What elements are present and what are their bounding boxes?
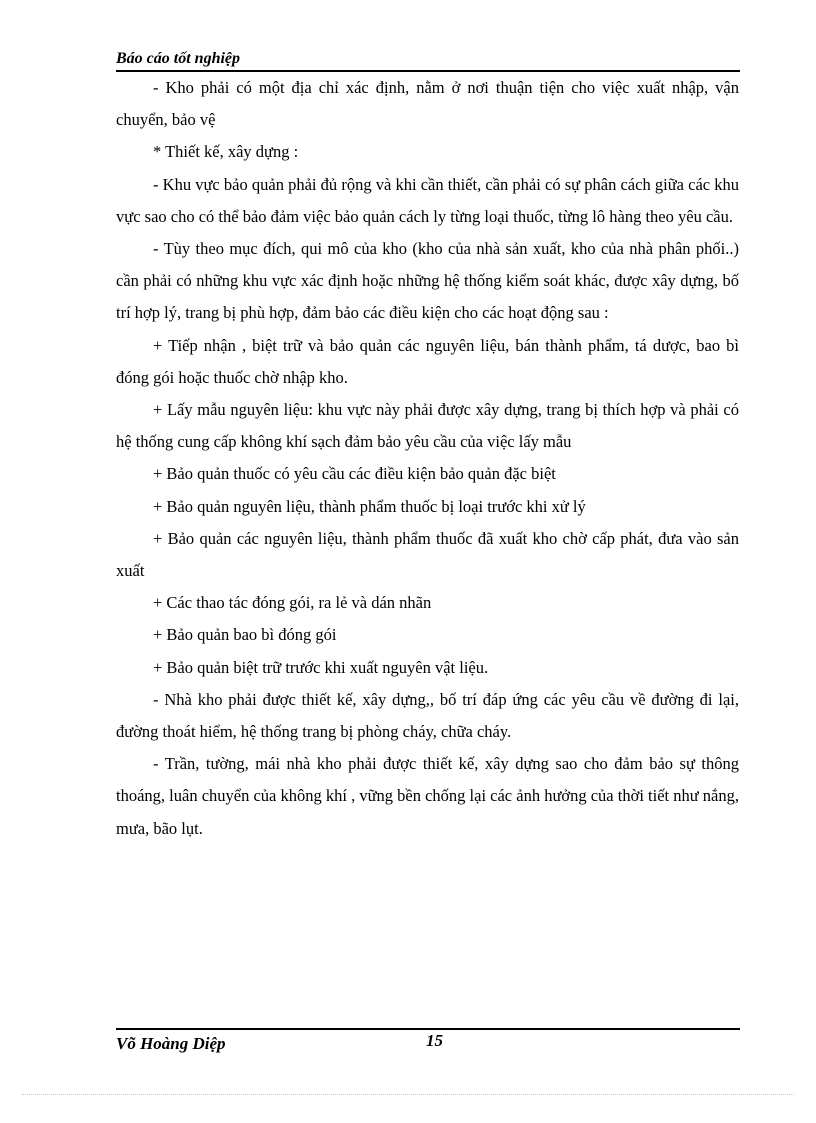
paragraph-storage-area: - Khu vực bảo quản phải đủ rộng và khi cần thiết, cần phải có sự phân cách giữa các khu vực sao cho có thể bảo đảm việc bảo quản cách ly từng loại thuốc, từng lô hàng theo yêu cầu. bbox=[116, 174, 739, 226]
body-text bbox=[116, 72, 739, 845]
page-bottom-divider bbox=[22, 1094, 794, 1095]
paragraph-packaging-storage: + Bảo quản bao bì đóng gói bbox=[153, 625, 337, 645]
page-number: 15 bbox=[426, 1031, 443, 1050]
paragraph-sampling: + Lấy mẫu nguyên liệu: khu vực này phải được xây dựng, trang bị thích hợp và phải có hệ thống cung cấp không khí sạch đảm bảo yêu cầu của việc lấy mẫu bbox=[116, 400, 739, 452]
footer-author: Võ Hoàng Diệp bbox=[116, 1034, 226, 1053]
paragraph-packaging-operations: + Các thao tác đóng gói, ra lẻ và dán nhãn bbox=[153, 593, 432, 613]
paragraph-purpose-scale: - Tùy theo mục đích, qui mô của kho (kho của nhà sản xuất, kho của nhà phân phối..) cần phải có những khu vực xác định hoặc những hệ thống kiểm soát khác, được xây dựng, bố trí hợp lý, trang bị phù hợp, đảm bảo các điều kiện cho các hoạt động sau : bbox=[116, 239, 739, 323]
running-header: Báo cáo tốt nghiệp bbox=[116, 50, 241, 67]
paragraph-receiving: + Tiếp nhận , biệt trữ và bảo quản các nguyên liệu, bán thành phẩm, tá dược, bao bì đóng gói hoặc thuốc chờ nhập kho. bbox=[116, 335, 739, 387]
paragraph-special-storage: + Bảo quản thuốc có yêu cầu các điều kiện bảo quản đặc biệt bbox=[153, 464, 556, 484]
paragraph-ventilation: - Trần, tường, mái nhà kho phải được thiết kế, xây dựng sao cho đảm bảo sự thông thoáng, luân chuyển của không khí , vững bền chống lại các ảnh hưởng của thời tiết như nắng, mưa, bão lụt. bbox=[116, 754, 739, 838]
paragraph-quarantine-storage: + Bảo quản biệt trữ trước khi xuất nguyên vật liệu. bbox=[153, 657, 489, 677]
paragraph-warehouse-address: - Kho phải có một địa chỉ xác định, nằm ở nơi thuận tiện cho việc xuất nhập, vận chuyển, bảo vệ bbox=[116, 78, 739, 130]
paragraph-design-heading: * Thiết kế, xây dựng : bbox=[153, 142, 299, 162]
paragraph-building-design: - Nhà kho phải được thiết kế, xây dựng,, bố trí đáp ứng các yêu cầu về đường đi lại, đường thoát hiểm, hệ thống trang bị phòng cháy, chữa cháy. bbox=[116, 689, 739, 742]
paragraph-rejected-storage: + Bảo quản nguyên liệu, thành phẩm thuốc bị loại trước khi xử lý bbox=[153, 496, 586, 516]
paragraph-issued-storage: + Bảo quản các nguyên liệu, thành phẩm thuốc đã xuất kho chờ cấp phát, đưa vào sản xuất bbox=[116, 528, 739, 581]
